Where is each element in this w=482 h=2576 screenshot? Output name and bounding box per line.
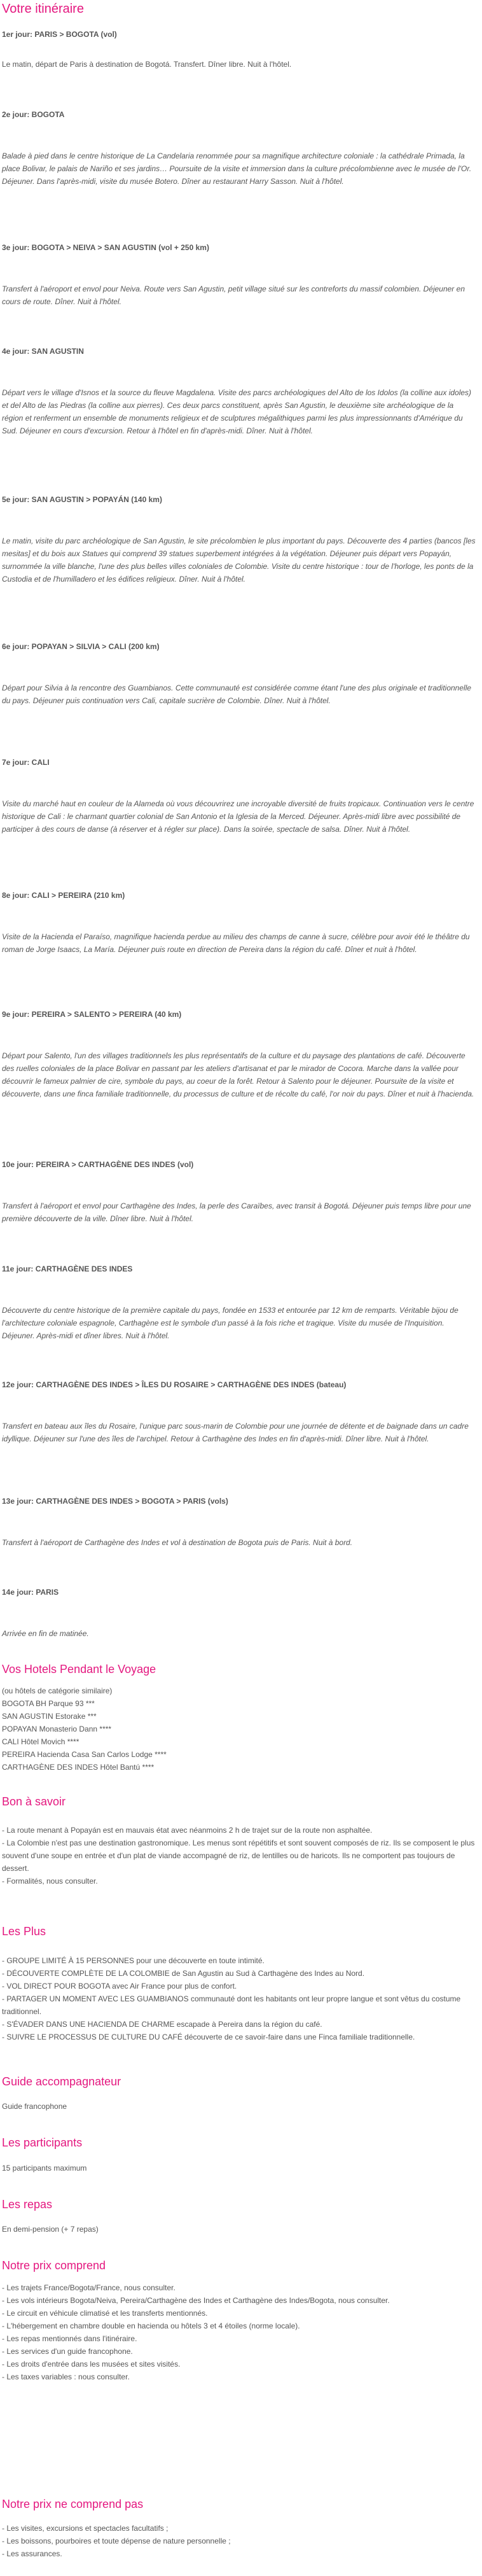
- day-7: [2, 758, 476, 767]
- included-section: [2, 2258, 476, 2272]
- day-2: [2, 110, 476, 120]
- participants-title: Les participants: [2, 2136, 83, 2149]
- itinerary-section: [2, 1, 476, 17]
- day-title: 11e jour: CARTHAGÈNE DES INDES: [2, 1264, 133, 1273]
- included-wrap: [2, 2281, 476, 2383]
- day-8: [2, 891, 476, 900]
- day-description: Découverte du centre historique de la première capitale du pays, fondée en 1533 et entourée par 12 km de remparts. Véritable bijou de l'architecture coloniale espagnole, Carthagène est le symbole d'un passé à la fois riche et tragique. Visite du musée de l'Inquisition. Déjeuner. Après-midi et dîner libres. Nuit à l'hôtel.: [2, 1306, 458, 1340]
- itinerary-title: Votre itinéraire: [2, 2, 84, 16]
- included-item: - Les droits d'entrée dans les musées et sites visités.: [2, 2360, 181, 2369]
- participants-text: 15 participants maximum: [2, 2164, 87, 2173]
- hotels-list-wrap: [2, 1684, 476, 1774]
- hotel-line: BOGOTA BH Parque 93 ***: [2, 1699, 95, 1708]
- day-title: 10e jour: PEREIRA > CARTHAGÈNE DES INDES (vol): [2, 1160, 194, 1169]
- day-13: [2, 1497, 476, 1506]
- day-description: Balade à pied dans le centre historique de La Candelaria renommée pour sa magnifique architecture coloniale : la cathédrale Primada, la place Bolivar, le palais de Nariño et ses jardins… Poursuite de la visite et immersion dans la culture précolombienne avec le musée de l'Or. Déjeuner. Dans l'après-midi, visite du musée Botero. Dîner au restaurant Harry Sasson. Nuit à l'hôtel.: [2, 151, 472, 186]
- guide-title: Guide accompagnateur: [2, 2075, 121, 2088]
- day-title: 7e jour: CALI: [2, 758, 50, 767]
- day-12: [2, 1380, 476, 1390]
- plus-list: [2, 1954, 476, 2043]
- plus-item: - S'ÉVADER DANS UNE HACIENDA DE CHARME escapade à Pereira dans la région du café.: [2, 2020, 322, 2029]
- not-included-section: [2, 2497, 476, 2511]
- day-3-text: [2, 283, 476, 308]
- not-included-item: - Les boissons, pourboires et toute dépense de nature personnelle ;: [2, 2537, 231, 2545]
- day-10-text: [2, 1200, 476, 1225]
- plus-item: - VOL DIRECT POUR BOGOTA avec Air France pour plus de confort.: [2, 1982, 237, 1991]
- day-1-text: [2, 58, 476, 71]
- included-item: - Les vols intérieurs Bogota/Neiva, Pereira/Carthagène des Indes et Carthagène des Indes/Bogota, nous consulter.: [2, 2296, 390, 2305]
- meals-section: [2, 2197, 476, 2211]
- hotels-note: (ou hôtels de catégorie similaire): [2, 1686, 113, 1695]
- day-title: 3e jour: BOGOTA > NEIVA > SAN AGUSTIN (vol + 250 km): [2, 243, 209, 252]
- day-6: [2, 642, 476, 652]
- day-description: Départ pour Salento, l'un des villages traditionnels les plus représentatifs de la culture et du paysage des plantations de café. Découverte des ruelles coloniales de la place Bolivar en passant par les ateliers d'artisanat et par le mirador de Cocora. Marche dans la vallée pour découvrir le fameux palmier de cire, symbole du pays, au coeur de la forêt. Retour à Salento pour le déjeuner. Poursuite de la visite et découverte, dans une finca familiale traditionnelle, du processus de culture et de récolte du café, l'or noir du pays. Dîner et nuit à l'hacienda.: [2, 1051, 474, 1098]
- participants-text-wrap: [2, 2162, 476, 2174]
- good-to-know-item: - Formalités, nous consulter.: [2, 1877, 98, 1886]
- day-5: [2, 495, 476, 505]
- day-5-text: [2, 535, 476, 585]
- meals-text: En demi-pension (+ 7 repas): [2, 2225, 99, 2234]
- day-description: Arrivée en fin de matinée.: [2, 1629, 89, 1638]
- good-to-know-item: - La route menant à Popayán est en mauvais état avec néanmoins 2 h de trajet sur de la route non asphaltée.: [2, 1826, 373, 1835]
- plus-title: Les Plus: [2, 1925, 46, 1938]
- day-description: Transfert en bateau aux îles du Rosaire, l'unique parc sous-marin de Colombie pour une journée de détente et de baignade dans un cadre idyllique. Déjeuner sur l'une des îles de l'archipel. Retour à Carthagène des Indes en fin d'après-midi. Dîner libre. Nuit à l'hôtel.: [2, 1422, 469, 1443]
- guide-section: [2, 2075, 476, 2089]
- day-description: Transfert à l'aéroport et envol pour Neiva. Route vers San Agustin, petit village situé sur les contreforts du massif colombien. Déjeuner en cours de route. Dîner. Nuit à l'hôtel.: [2, 284, 465, 306]
- hotel-line: SAN AGUSTIN Estorake ***: [2, 1712, 97, 1721]
- day-9: [2, 1010, 476, 1019]
- day-12-text: [2, 1420, 476, 1445]
- day-description: Départ vers le village d'Isnos et la source du fleuve Magdalena. Visite des parcs archéologiques del Alto de los Idolos (la colline aux idoles) et del Alto de las Piedras (la colline aux pierres). Ces deux parcs constituent, après San Agustin, le deuxième site archéologique de la région et renferment un ensemble de monuments religieux et de sculptures mégalithiques parmi les plus impressionnants d'Amérique du Sud. Déjeuner en cours d'excursion. Retour à l'hôtel en fin d'après-midi. Dîner. Nuit à l'hôtel.: [2, 388, 472, 435]
- meals-text-wrap: [2, 2223, 476, 2236]
- plus-item: - DÉCOUVERTE COMPLÈTE DE LA COLOMBIE de San Agustin au Sud à Carthagène des Indes au Nord.: [2, 1969, 365, 1978]
- day-11: [2, 1264, 476, 1274]
- day-title: 5e jour: SAN AGUSTIN > POPAYÁN (140 km): [2, 495, 162, 504]
- plus-item: - PARTAGER UN MOMENT AVEC LES GUAMBIANOS communauté dont les habitants ont leur propre langue et sont vêtus du costume traditionnel.: [2, 1994, 461, 2016]
- day-title: 1er jour: PARIS > BOGOTA (vol): [2, 30, 117, 39]
- good-to-know-wrap: [2, 1824, 476, 1887]
- included-item: - Les trajets France/Bogota/France, nous consulter.: [2, 2283, 176, 2292]
- hotel-line: CALI Hôtel Movich ****: [2, 1737, 79, 1746]
- day-14: [2, 1588, 476, 1597]
- hotel-line: CARTHAGÈNE DES INDES Hôtel Bantú ****: [2, 1763, 155, 1772]
- good-to-know-list: [2, 1824, 476, 1887]
- day-title: 6e jour: POPAYAN > SILVIA > CALI (200 km): [2, 642, 160, 651]
- plus-section: [2, 1924, 476, 1938]
- day-title: 4e jour: SAN AGUSTIN: [2, 347, 84, 356]
- day-9-text: [2, 1049, 476, 1100]
- included-item: - Le circuit en véhicule climatisé et les transferts mentionnés.: [2, 2309, 208, 2318]
- included-title: Notre prix comprend: [2, 2259, 106, 2272]
- day-14-text: [2, 1627, 476, 1640]
- day-description: Visite de la Hacienda el Paraíso, magnifique hacienda perdue au milieu des champs de canne à sucre, célèbre pour avoir été le théâtre du roman de Jorge Isaacs, La María. Déjeuner puis route en direction de Pereira dans la région du café. Dîner et nuit à l'hôtel.: [2, 932, 470, 954]
- plus-item: - GROUPE LIMITÉ À 15 PERSONNES pour une découverte en toute intimité.: [2, 1956, 265, 1965]
- day-11-text: [2, 1304, 476, 1342]
- day-13-text: [2, 1536, 476, 1549]
- day-title: 14e jour: PARIS: [2, 1588, 59, 1597]
- hotels-title: Vos Hotels Pendant le Voyage: [2, 1663, 156, 1676]
- day-2-text: [2, 150, 476, 188]
- day-description: Transfert à l'aéroport de Carthagène des Indes et vol à destination de Bogota puis de Paris. Nuit à bord.: [2, 1538, 353, 1547]
- day-10: [2, 1160, 476, 1170]
- not-included-list: [2, 2522, 476, 2560]
- hotel-line: PEREIRA Hacienda Casa San Carlos Lodge ****: [2, 1750, 167, 1759]
- day-3: [2, 243, 476, 253]
- guide-text: Guide francophone: [2, 2102, 67, 2111]
- included-item: - Les services d'un guide francophone.: [2, 2347, 133, 2356]
- hotel-line: POPAYAN Monasterio Dann ****: [2, 1725, 112, 1733]
- participants-section: [2, 2136, 476, 2150]
- day-4-text: [2, 386, 476, 437]
- good-to-know-title: Bon à savoir: [2, 1795, 66, 1808]
- plus-item: - SUIVRE LE PROCESSUS DE CULTURE DU CAFÉ découverte de ce savoir-faire dans une Finca familiale traditionnelle.: [2, 2033, 415, 2041]
- day-4: [2, 347, 476, 356]
- day-description: Transfert à l'aéroport et envol pour Carthagène des Indes, la perle des Caraïbes, avec transit à Bogotá. Déjeuner puis temps libre pour une première découverte de la ville. Dîner libre. Nuit à l'hôtel.: [2, 1201, 471, 1223]
- day-title: 2e jour: BOGOTA: [2, 110, 65, 119]
- day-title: 13e jour: CARTHAGÈNE DES INDES > BOGOTA > PARIS (vols): [2, 1497, 228, 1506]
- good-to-know-section: [2, 1795, 476, 1809]
- day-title: 12e jour: CARTHAGÈNE DES INDES > ÎLES DU ROSAIRE > CARTHAGÈNE DES INDES (bateau): [2, 1380, 347, 1389]
- not-included-item: - Les assurances.: [2, 2549, 62, 2558]
- hotels-section: [2, 1662, 476, 1676]
- plus-wrap: [2, 1954, 476, 2043]
- hotels-list: [2, 1684, 476, 1774]
- day-title: 9e jour: PEREIRA > SALENTO > PEREIRA (40 km): [2, 1010, 182, 1019]
- day-title: 8e jour: CALI > PEREIRA (210 km): [2, 891, 125, 900]
- guide-text-wrap: [2, 2100, 476, 2113]
- day-7-text: [2, 797, 476, 836]
- not-included-wrap: [2, 2522, 476, 2560]
- day-description: Départ pour Silvia à la rencontre des Guambianos. Cette communauté est considérée comme étant l'une des plus originale et traditionnelle du pays. Déjeuner puis continuation vers Cali, capitale sucrière de Colombie. Dîner. Nuit à l'hôtel.: [2, 683, 472, 705]
- day-1: [2, 30, 476, 39]
- not-included-title: Notre prix ne comprend pas: [2, 2498, 144, 2510]
- good-to-know-item: - La Colombie n'est pas une destination gastronomique. Les menus sont répétitifs et sont souvent composés de riz. Ils se composent le plus souvent d'une soupe en entrée et d'un plat de viande accompagné de riz, de lentilles ou de haricots. Ils ne comportent pas toujours de dessert.: [2, 1838, 475, 1873]
- day-description: Le matin, départ de Paris à destination de Bogotá. Transfert. Dîner libre. Nuit à l'hôtel.: [2, 60, 292, 69]
- not-included-item: - Les visites, excursions et spectacles facultatifs ;: [2, 2524, 169, 2533]
- day-description: Le matin, visite du parc archéologique de San Agustin, le site précolombien le plus important du pays. Découverte des 4 parties (bancos [les mesitas] et du bois aux Statues qui comprend 39 statues superbement intégrées à la végétation. Déjeuner puis départ vers Popayán, surnommée la ville blanche, l'une des plus belles villes coloniales de Colombie. Visite du centre historique : tour de l'horloge, les ponts de la Custodia et de l'humilladero et les édifices religieux. Dîner. Nuit à l'hôtel.: [2, 536, 476, 584]
- meals-title: Les repas: [2, 2198, 53, 2211]
- included-list: [2, 2281, 476, 2383]
- day-6-text: [2, 682, 476, 707]
- day-8-text: [2, 930, 476, 956]
- included-item: - Les repas mentionnés dans l'itinéraire.: [2, 2334, 137, 2343]
- included-item: - L'hébergement en chambre double en hacienda ou hôtels 3 et 4 étoiles (norme locale).: [2, 2321, 300, 2330]
- included-item: - Les taxes variables : nous consulter.: [2, 2372, 130, 2381]
- day-description: Visite du marché haut en couleur de la Alameda où vous découvrirez une incroyable diversité de fruits tropicaux. Continuation vers le centre historique de Cali : le charmant quartier colonial de San Antonio et la Iglesia de la Merced. Déjeuner. Après-midi libre avec possibilité de participer à des cours de danse (à réserver et à régler sur place). Dans la soirée, spectacle de salsa. Dîner. Nuit à l'hôtel.: [2, 799, 474, 834]
